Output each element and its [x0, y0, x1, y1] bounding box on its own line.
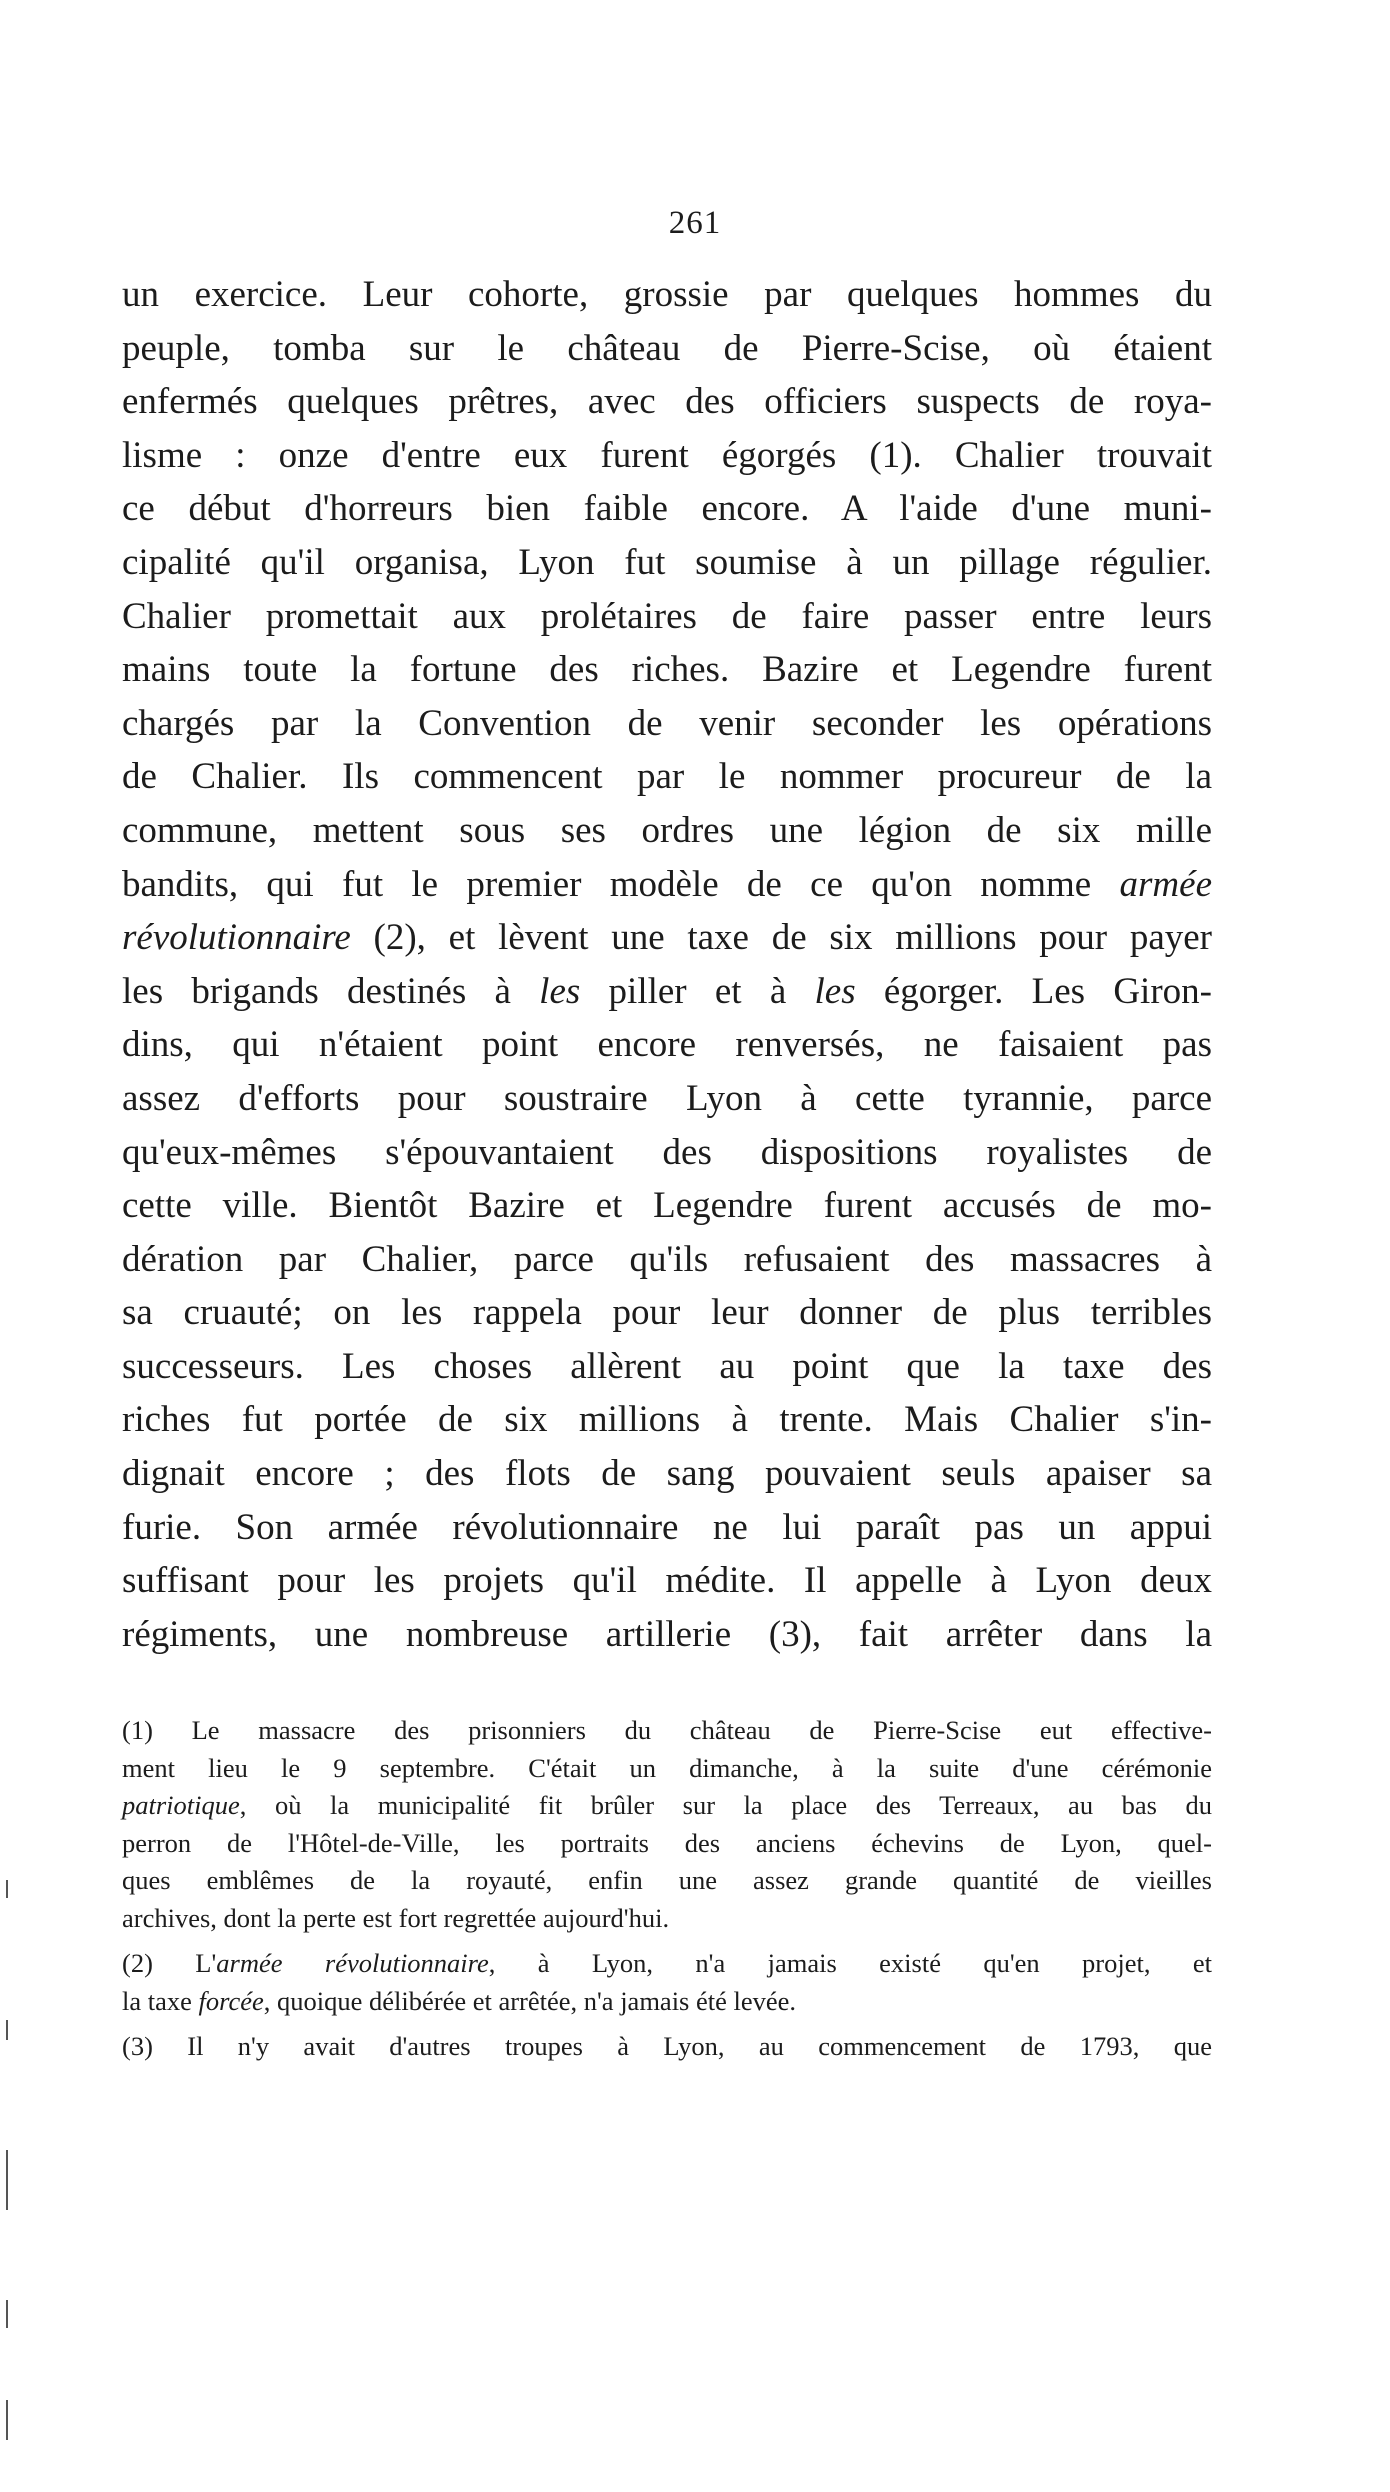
body-line: régiments, une nombreuse artillerie (3), fait arrêter dans la: [122, 1613, 1212, 1655]
margin-scan-marks: [6, 0, 12, 2492]
footnote-line: patriotique, où la municipalité fit brûler sur la place des Terreaux, au bas du: [122, 1790, 1212, 1820]
body-line: suffisant pour les projets qu'il médite. Il appelle à Lyon deux: [122, 1560, 1212, 1602]
footnote-line: (3) Il n'y avait d'autres troupes à Lyon, au commencement de 1793, que: [122, 2031, 1212, 2061]
body-line: bandits, qui fut le premier modèle de ce qu'on nomme armée: [122, 863, 1212, 905]
body-line: qu'eux-mêmes s'épouvantaient des dispositions royalistes de: [122, 1131, 1212, 1173]
body-line: furie. Son armée révolutionnaire ne lui paraît pas un appui: [122, 1506, 1212, 1548]
body-line: révolutionnaire (2), et lèvent une taxe de six millions pour payer: [122, 917, 1212, 959]
footnote-line: ques emblêmes de la royauté, enfin une assez grande quantité de vieilles: [122, 1865, 1212, 1895]
footnote-gap: [122, 1937, 1212, 1945]
body-line: cette ville. Bientôt Bazire et Legendre furent accusés de mo-: [122, 1185, 1212, 1227]
body-line: riches fut portée de six millions à trente. Mais Chalier s'in-: [122, 1399, 1212, 1441]
footnote-line: ment lieu le 9 septembre. C'était un dimanche, à la suite d'une cérémonie: [122, 1752, 1212, 1783]
footnote-gap: [122, 2020, 1212, 2028]
body-line: dignait encore ; des flots de sang pouvaient seuls apaiser sa: [122, 1453, 1212, 1495]
page-number: 261: [668, 205, 722, 241]
scan-mark: [6, 2400, 8, 2440]
body-line: chargés par la Convention de venir seconder les opérations: [122, 702, 1212, 744]
footnote-2: [122, 1945, 1212, 2020]
footnotes: [122, 1712, 1212, 2066]
footnote-line: la taxe forcée, quoique délibérée et arrêtée, n'a jamais été levée.: [122, 1985, 797, 2016]
body-line: de Chalier. Ils commencent par le nommer procureur de la: [122, 756, 1212, 798]
footnote-3: [122, 2028, 1212, 2066]
footnote-line: perron de l'Hôtel-de-Ville, les portraits des anciens échevins de Lyon, quel-: [122, 1827, 1212, 1858]
footnote-line: (2) L'armée révolutionnaire, à Lyon, n'a jamais existé qu'en projet, et: [122, 1948, 1212, 1978]
body-line: Chalier promettait aux prolétaires de faire passer entre leurs: [122, 595, 1212, 637]
body-line: dération par Chalier, parce qu'ils refusaient des massacres à: [122, 1238, 1212, 1280]
scan-mark: [6, 1880, 8, 1898]
body-line: les brigands destinés à les piller et à les égorger. Les Giron-: [122, 970, 1212, 1012]
body-line: mains toute la fortune des riches. Bazire et Legendre furent: [122, 649, 1212, 691]
body-line: enfermés quelques prêtres, avec des officiers suspects de roya-: [122, 381, 1212, 423]
body-line: assez d'efforts pour soustraire Lyon à cette tyrannie, parce: [122, 1077, 1212, 1119]
body-line: commune, mettent sous ses ordres une légion de six mille: [122, 809, 1212, 851]
body-line: successeurs. Les choses allèrent au point que la taxe des: [122, 1345, 1212, 1387]
body-line: cipalité qu'il organisa, Lyon fut soumise à un pillage régulier.: [122, 541, 1212, 583]
scan-mark: [6, 2020, 8, 2040]
footnote-1: [122, 1712, 1212, 1937]
body-line: dins, qui n'étaient point encore renversés, ne faisaient pas: [122, 1024, 1212, 1066]
body-text: [122, 268, 1212, 1661]
body-line: sa cruauté; on les rappela pour leur donner de plus terribles: [122, 1292, 1212, 1334]
scan-mark: [6, 2150, 8, 2210]
body-line: peuple, tomba sur le château de Pierre-Scise, où étaient: [122, 327, 1212, 369]
footnote-line: archives, dont la perte est fort regrettée aujourd'hui.: [122, 1902, 670, 1933]
body-line: lisme : onze d'entre eux furent égorgés (1). Chalier trouvait: [122, 434, 1212, 476]
body-line: un exercice. Leur cohorte, grossie par quelques hommes du: [122, 274, 1212, 315]
scan-mark: [6, 2300, 8, 2328]
body-line: ce début d'horreurs bien faible encore. A l'aide d'une muni-: [122, 488, 1212, 530]
footnote-line: (1) Le massacre des prisonniers du château de Pierre-Scise eut effective-: [122, 1715, 1212, 1745]
